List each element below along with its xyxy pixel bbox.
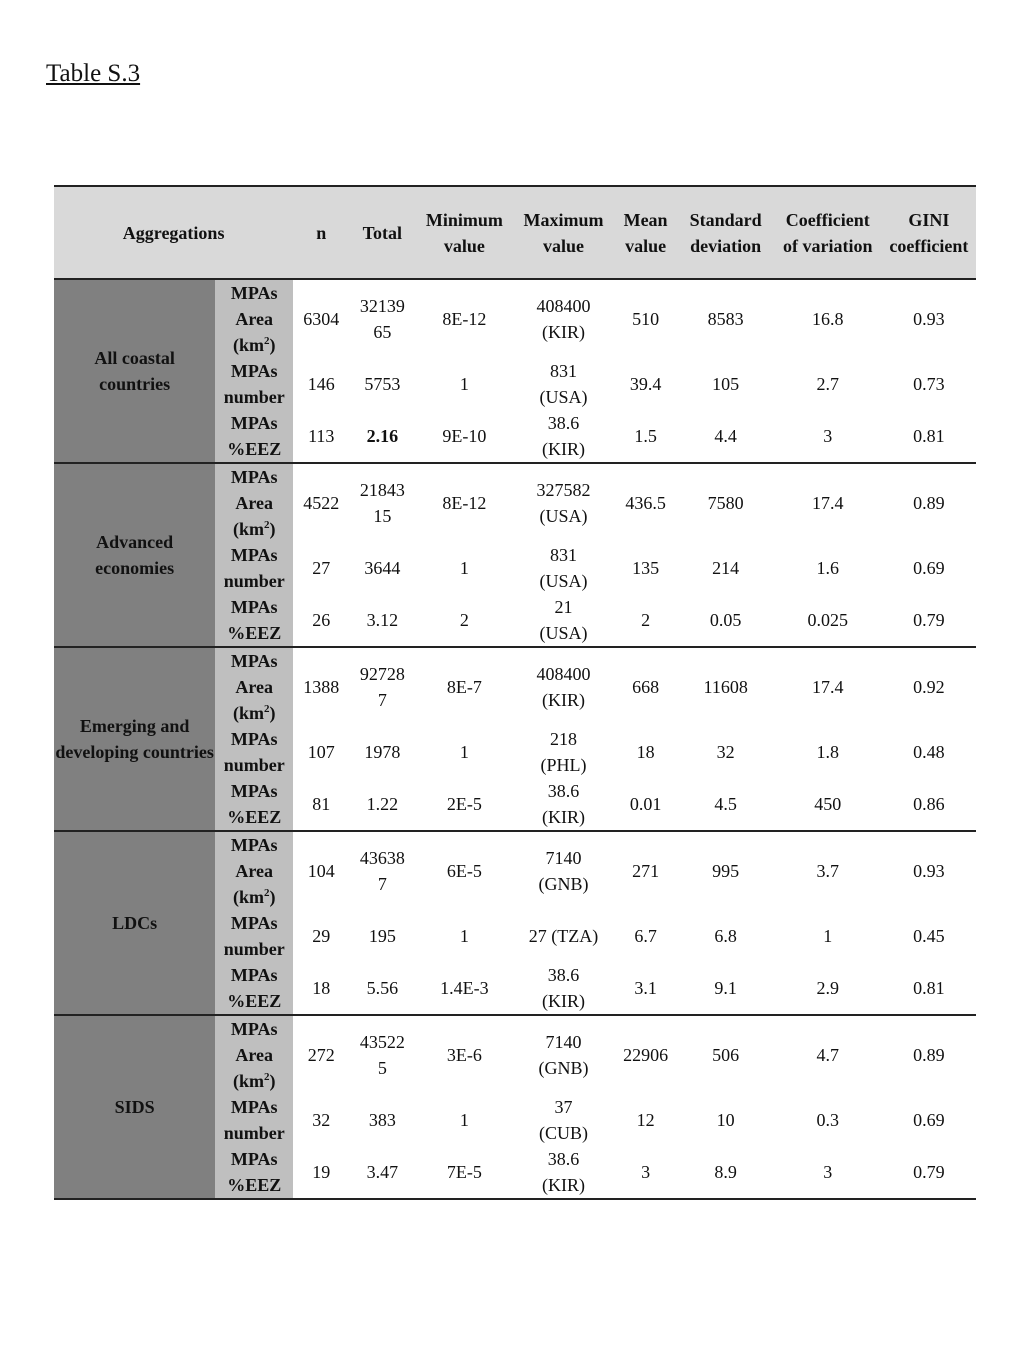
cell-min: 9E-10 <box>415 410 513 463</box>
group-label: Advanced economies <box>54 463 215 647</box>
cell-gini: 0.81 <box>882 962 976 1015</box>
metric-label: MPAs %EEZ <box>215 594 293 647</box>
cell-max: 27 (TZA) <box>528 926 599 946</box>
cell-mean: 3.1 <box>614 962 678 1015</box>
cell-max: 408400 (KIR) <box>536 296 591 342</box>
cell-max: 38.6 (KIR) <box>513 778 613 831</box>
cell-gini: 0.79 <box>882 1146 976 1199</box>
metric-label: MPAs number <box>215 1094 293 1146</box>
cell-n: 27 <box>312 558 331 578</box>
cell-cv: 1 <box>823 926 833 946</box>
cell-min: 1 <box>459 558 469 578</box>
cell-total: 3.12 <box>349 594 415 647</box>
cell-gini: 0.86 <box>882 778 976 831</box>
table-row <box>54 1015 976 1094</box>
metric-label: MPAs number <box>215 358 293 410</box>
header-std-deviation: Standard deviation <box>678 186 774 279</box>
cell-n: 107 <box>307 742 335 762</box>
statistics-table <box>54 185 976 1200</box>
cell-min: 1.4E-3 <box>415 962 513 1015</box>
header-mean: Mean value <box>614 186 678 279</box>
cell-total: 5753 <box>364 374 401 394</box>
cell-total: 43522 5 <box>359 1032 405 1078</box>
cell-min: 1 <box>459 1110 469 1130</box>
cell-mean: 3 <box>614 1146 678 1199</box>
cell-n: 4522 <box>303 493 340 513</box>
cell-sd: 9.1 <box>678 962 774 1015</box>
cell-min: 6E-5 <box>446 861 482 881</box>
cell-cv: 0.3 <box>816 1110 839 1130</box>
cell-min: 2E-5 <box>415 778 513 831</box>
cell-gini: 0.89 <box>913 493 945 513</box>
cell-gini: 0.69 <box>913 558 945 578</box>
cell-cv: 0.025 <box>774 594 882 647</box>
cell-mean: 12 <box>636 1110 655 1130</box>
cell-sd: 4.5 <box>678 778 774 831</box>
cell-min: 8E-12 <box>442 493 487 513</box>
cell-cv: 3 <box>774 1146 882 1199</box>
cell-total: 92728 7 <box>359 664 405 710</box>
metric-label: MPAs Area $(km^2)$ <box>215 463 293 542</box>
header-n: n <box>293 186 349 279</box>
cell-sd: 7580 <box>707 493 744 513</box>
cell-min: 2 <box>415 594 513 647</box>
cell-max: 408400 (KIR) <box>536 664 591 710</box>
header-aggregations: Aggregations <box>54 186 293 279</box>
cell-max: 38.6 (KIR) <box>513 410 613 463</box>
cell-n: 104 <box>307 861 335 881</box>
cell-mean: 271 <box>632 861 660 881</box>
metric-label: MPAs %EEZ <box>215 1146 293 1199</box>
cell-min: 1 <box>459 742 469 762</box>
cell-gini: 0.81 <box>882 410 976 463</box>
metric-label: MPAs number <box>215 542 293 594</box>
cell-cv: 16.8 <box>812 309 844 329</box>
cell-mean: 135 <box>632 558 660 578</box>
cell-n: 18 <box>293 962 349 1015</box>
table-row <box>54 463 976 542</box>
header-gini: GINI coefficient <box>882 186 976 279</box>
cell-mean: 22906 <box>623 1045 669 1065</box>
metric-label: MPAs Area $(km^2)$ <box>215 1015 293 1094</box>
metric-label: MPAs Area $(km^2)$ <box>215 647 293 726</box>
cell-sd: 10 <box>716 1110 735 1130</box>
cell-n: 1388 <box>303 677 340 697</box>
cell-n: 29 <box>312 926 331 946</box>
cell-gini: 0.48 <box>913 742 945 762</box>
cell-total: 383 <box>368 1110 396 1130</box>
cell-sd: 995 <box>712 861 740 881</box>
metric-label: MPAs number <box>215 726 293 778</box>
cell-min: 7E-5 <box>415 1146 513 1199</box>
cell-total: 2.16 <box>349 410 415 463</box>
cell-sd: 0.05 <box>678 594 774 647</box>
cell-n: 26 <box>293 594 349 647</box>
cell-sd: 6.8 <box>714 926 737 946</box>
cell-cv: 1.6 <box>816 558 839 578</box>
cell-total: 5.56 <box>349 962 415 1015</box>
cell-sd: 506 <box>712 1045 740 1065</box>
cell-total: 21843 15 <box>359 480 405 526</box>
cell-min: 8E-12 <box>442 309 487 329</box>
cell-total: 195 <box>368 926 396 946</box>
cell-n: 113 <box>293 410 349 463</box>
cell-n: 146 <box>307 374 335 394</box>
cell-min: 1 <box>459 374 469 394</box>
cell-total: 43638 7 <box>359 848 405 894</box>
cell-max: 38.6 (KIR) <box>513 962 613 1015</box>
cell-max: 37 (CUB) <box>539 1097 588 1143</box>
cell-cv: 1.8 <box>816 742 839 762</box>
cell-total: 1978 <box>364 742 401 762</box>
cell-min: 3E-6 <box>446 1045 482 1065</box>
metric-label: MPAs Area $(km^2)$ <box>215 279 293 358</box>
cell-mean: 510 <box>632 309 660 329</box>
cell-gini: 0.79 <box>882 594 976 647</box>
metric-label: MPAs %EEZ <box>215 410 293 463</box>
cell-gini: 0.92 <box>913 677 945 697</box>
cell-sd: 8583 <box>707 309 744 329</box>
cell-cv: 4.7 <box>816 1045 839 1065</box>
cell-total: 3644 <box>364 558 401 578</box>
cell-sd: 105 <box>712 374 740 394</box>
group-label: Emerging and developing countries <box>54 647 215 831</box>
cell-mean: 1.5 <box>614 410 678 463</box>
cell-min: 1 <box>459 926 469 946</box>
header-row <box>54 186 976 279</box>
cell-gini: 0.69 <box>913 1110 945 1130</box>
cell-max: 38.6 (KIR) <box>513 1146 613 1199</box>
table-body <box>54 279 976 1199</box>
header-maximum: Maximum value <box>513 186 613 279</box>
cell-max: 218 (PHL) <box>540 729 587 775</box>
cell-cv: 17.4 <box>812 677 844 697</box>
cell-gini: 0.45 <box>913 926 945 946</box>
header-coefficient-variation: Coefficient of variation <box>774 186 882 279</box>
cell-sd: 11608 <box>703 677 748 697</box>
cell-cv: 3 <box>774 410 882 463</box>
cell-mean: 0.01 <box>614 778 678 831</box>
cell-cv: 3.7 <box>816 861 839 881</box>
cell-cv: 17.4 <box>812 493 844 513</box>
cell-sd: 4.4 <box>678 410 774 463</box>
cell-n: 6304 <box>303 309 340 329</box>
cell-max: 7140 (GNB) <box>538 848 589 894</box>
cell-n: 272 <box>307 1045 335 1065</box>
cell-max: 327582 (USA) <box>536 480 591 526</box>
metric-label: MPAs number <box>215 910 293 962</box>
cell-mean: 18 <box>636 742 655 762</box>
cell-mean: 436.5 <box>625 493 666 513</box>
cell-total: 3.47 <box>349 1146 415 1199</box>
metric-label: MPAs Area $(km^2)$ <box>215 831 293 910</box>
cell-max: 831 (USA) <box>539 361 588 407</box>
metric-label: MPAs %EEZ <box>215 778 293 831</box>
cell-mean: 2 <box>614 594 678 647</box>
header-minimum: Minimum value <box>415 186 513 279</box>
group-label: SIDS <box>54 1015 215 1199</box>
cell-n: 81 <box>293 778 349 831</box>
table-row <box>54 279 976 358</box>
cell-total: 32139 65 <box>359 296 405 342</box>
cell-total: 1.22 <box>349 778 415 831</box>
cell-n: 32 <box>312 1110 331 1130</box>
table-row <box>54 831 976 910</box>
cell-min: 8E-7 <box>446 677 482 697</box>
cell-mean: 6.7 <box>634 926 657 946</box>
cell-cv: 450 <box>774 778 882 831</box>
page-title: Table S.3 <box>46 60 141 87</box>
cell-sd: 32 <box>716 742 735 762</box>
cell-mean: 668 <box>632 677 660 697</box>
cell-max: 831 (USA) <box>539 545 588 591</box>
cell-cv: 2.9 <box>774 962 882 1015</box>
cell-sd: 8.9 <box>678 1146 774 1199</box>
table-row <box>54 647 976 726</box>
cell-gini: 0.93 <box>913 861 945 881</box>
cell-gini: 0.89 <box>913 1045 945 1065</box>
cell-gini: 0.73 <box>913 374 945 394</box>
cell-sd: 214 <box>712 558 740 578</box>
cell-cv: 2.7 <box>816 374 839 394</box>
cell-max: 21 (USA) <box>513 594 613 647</box>
cell-n: 19 <box>293 1146 349 1199</box>
cell-mean: 39.4 <box>629 374 662 394</box>
group-label: LDCs <box>54 831 215 1015</box>
group-label: All coastal countries <box>54 279 215 463</box>
cell-gini: 0.93 <box>913 309 945 329</box>
header-total: Total <box>349 186 415 279</box>
metric-label: MPAs %EEZ <box>215 962 293 1015</box>
cell-max: 7140 (GNB) <box>538 1032 589 1078</box>
